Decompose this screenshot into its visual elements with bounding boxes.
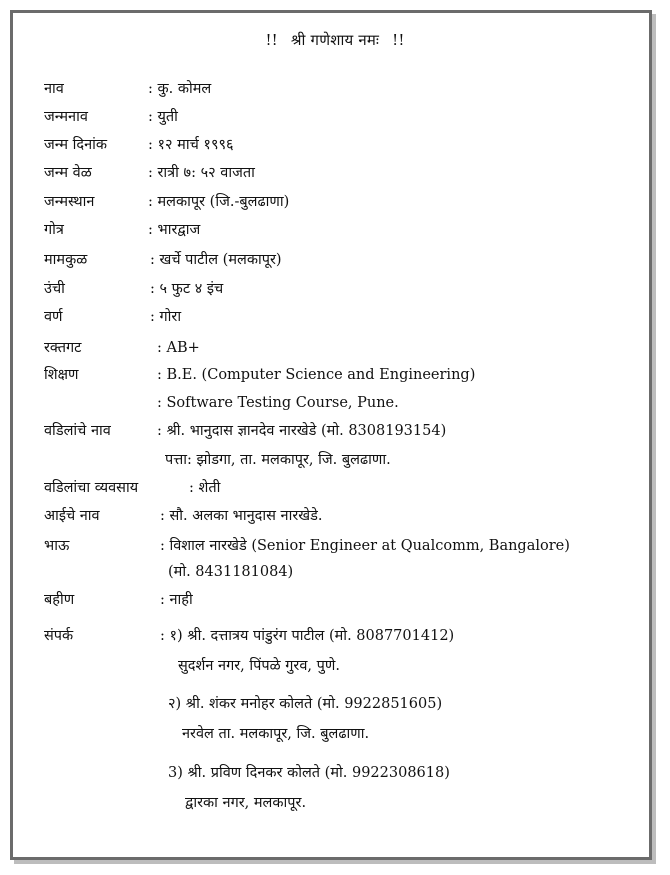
contact-3-line-1: 3) श्री. प्रविण दिनकर कोलते (मो. 9922308618) [168, 765, 450, 781]
brother-label: भाऊ [44, 538, 70, 554]
brother-value: : विशाल नारखेडे (Senior Engineer at Qualcomm, Bangalore) [160, 538, 570, 554]
birth-name-value: : युती [148, 109, 178, 125]
education-value-1: : B.E. (Computer Science and Engineering) [157, 367, 476, 383]
contact-label: संपर्क [44, 628, 74, 644]
father-occupation-value: : शेती [189, 480, 221, 496]
title-mark-right: !! [392, 31, 405, 49]
sister-value: : नाही [160, 592, 193, 608]
education-value-2: : Software Testing Course, Pune. [157, 395, 399, 411]
father-name-value: : श्री. भानुदास ज्ञानदेव नारखेडे (मो. 8308193154) [157, 423, 447, 439]
height-label: उंची [44, 281, 65, 297]
complexion-label: वर्ण [44, 309, 63, 325]
contact-2-line-1: २) श्री. शंकर मनोहर कोलते (मो. 9922851605) [168, 696, 443, 712]
father-address: पत्ता: झोडगा, ता. मलकापूर, जि. बुलढाणा. [165, 452, 391, 468]
name-value: : कु. कोमल [148, 81, 212, 97]
contact-1-line-1: : १) श्री. दत्तात्रय पांडुरंग पाटील (मो. 8087701412) [160, 628, 455, 644]
birth-name-label: जन्मनाव [44, 109, 88, 125]
contact-3-line-2: द्वारका नगर, मलकापूर. [185, 795, 307, 811]
contact-1-line-2: सुदर्शन नगर, पिंपळे गुरव, पुणे. [178, 658, 340, 674]
contact-2-line-2: नरवेल ता. मलकापूर, जि. बुलढाणा. [182, 726, 370, 742]
mother-name-value: : सौ. अलका भानुदास नारखेडे. [160, 508, 323, 524]
blood-group-label: रक्तगट [44, 340, 82, 356]
birth-time-value: : रात्री ७: ५२ वाजता [148, 165, 255, 181]
mamkul-value: : खर्चे पाटील (मलकापूर) [150, 252, 282, 268]
birth-time-label: जन्म वेळ [44, 165, 92, 181]
birth-place-value: : मलकापूर (जि.-बुलढाणा) [148, 194, 290, 210]
birth-place-label: जन्मस्थान [44, 194, 95, 210]
height-value: : ५ फुट ४ इंच [150, 281, 224, 297]
gotra-label: गोत्र [44, 222, 64, 238]
page-title [0, 30, 670, 50]
gotra-value: : भारद्वाज [148, 222, 201, 238]
dob-label: जन्म दिनांक [44, 137, 108, 153]
mother-name-label: आईचे नाव [44, 508, 100, 524]
title-mark-left: !! [265, 31, 278, 49]
name-label: नाव [44, 81, 64, 97]
blood-group-value: : AB+ [157, 340, 200, 356]
father-occupation-label: वडिलांचा व्यवसाय [44, 480, 139, 496]
mamkul-label: मामकुळ [44, 252, 88, 268]
complexion-value: : गोरा [150, 309, 182, 325]
dob-value: : १२ मार्च १९९६ [148, 137, 234, 153]
education-label: शिक्षण [44, 367, 79, 383]
brother-phone: (मो. 8431181084) [168, 564, 294, 580]
sister-label: बहीण [44, 592, 75, 608]
invocation-text: श्री गणेशाय नमः [290, 31, 380, 49]
father-name-label: वडिलांचे नाव [44, 423, 111, 439]
